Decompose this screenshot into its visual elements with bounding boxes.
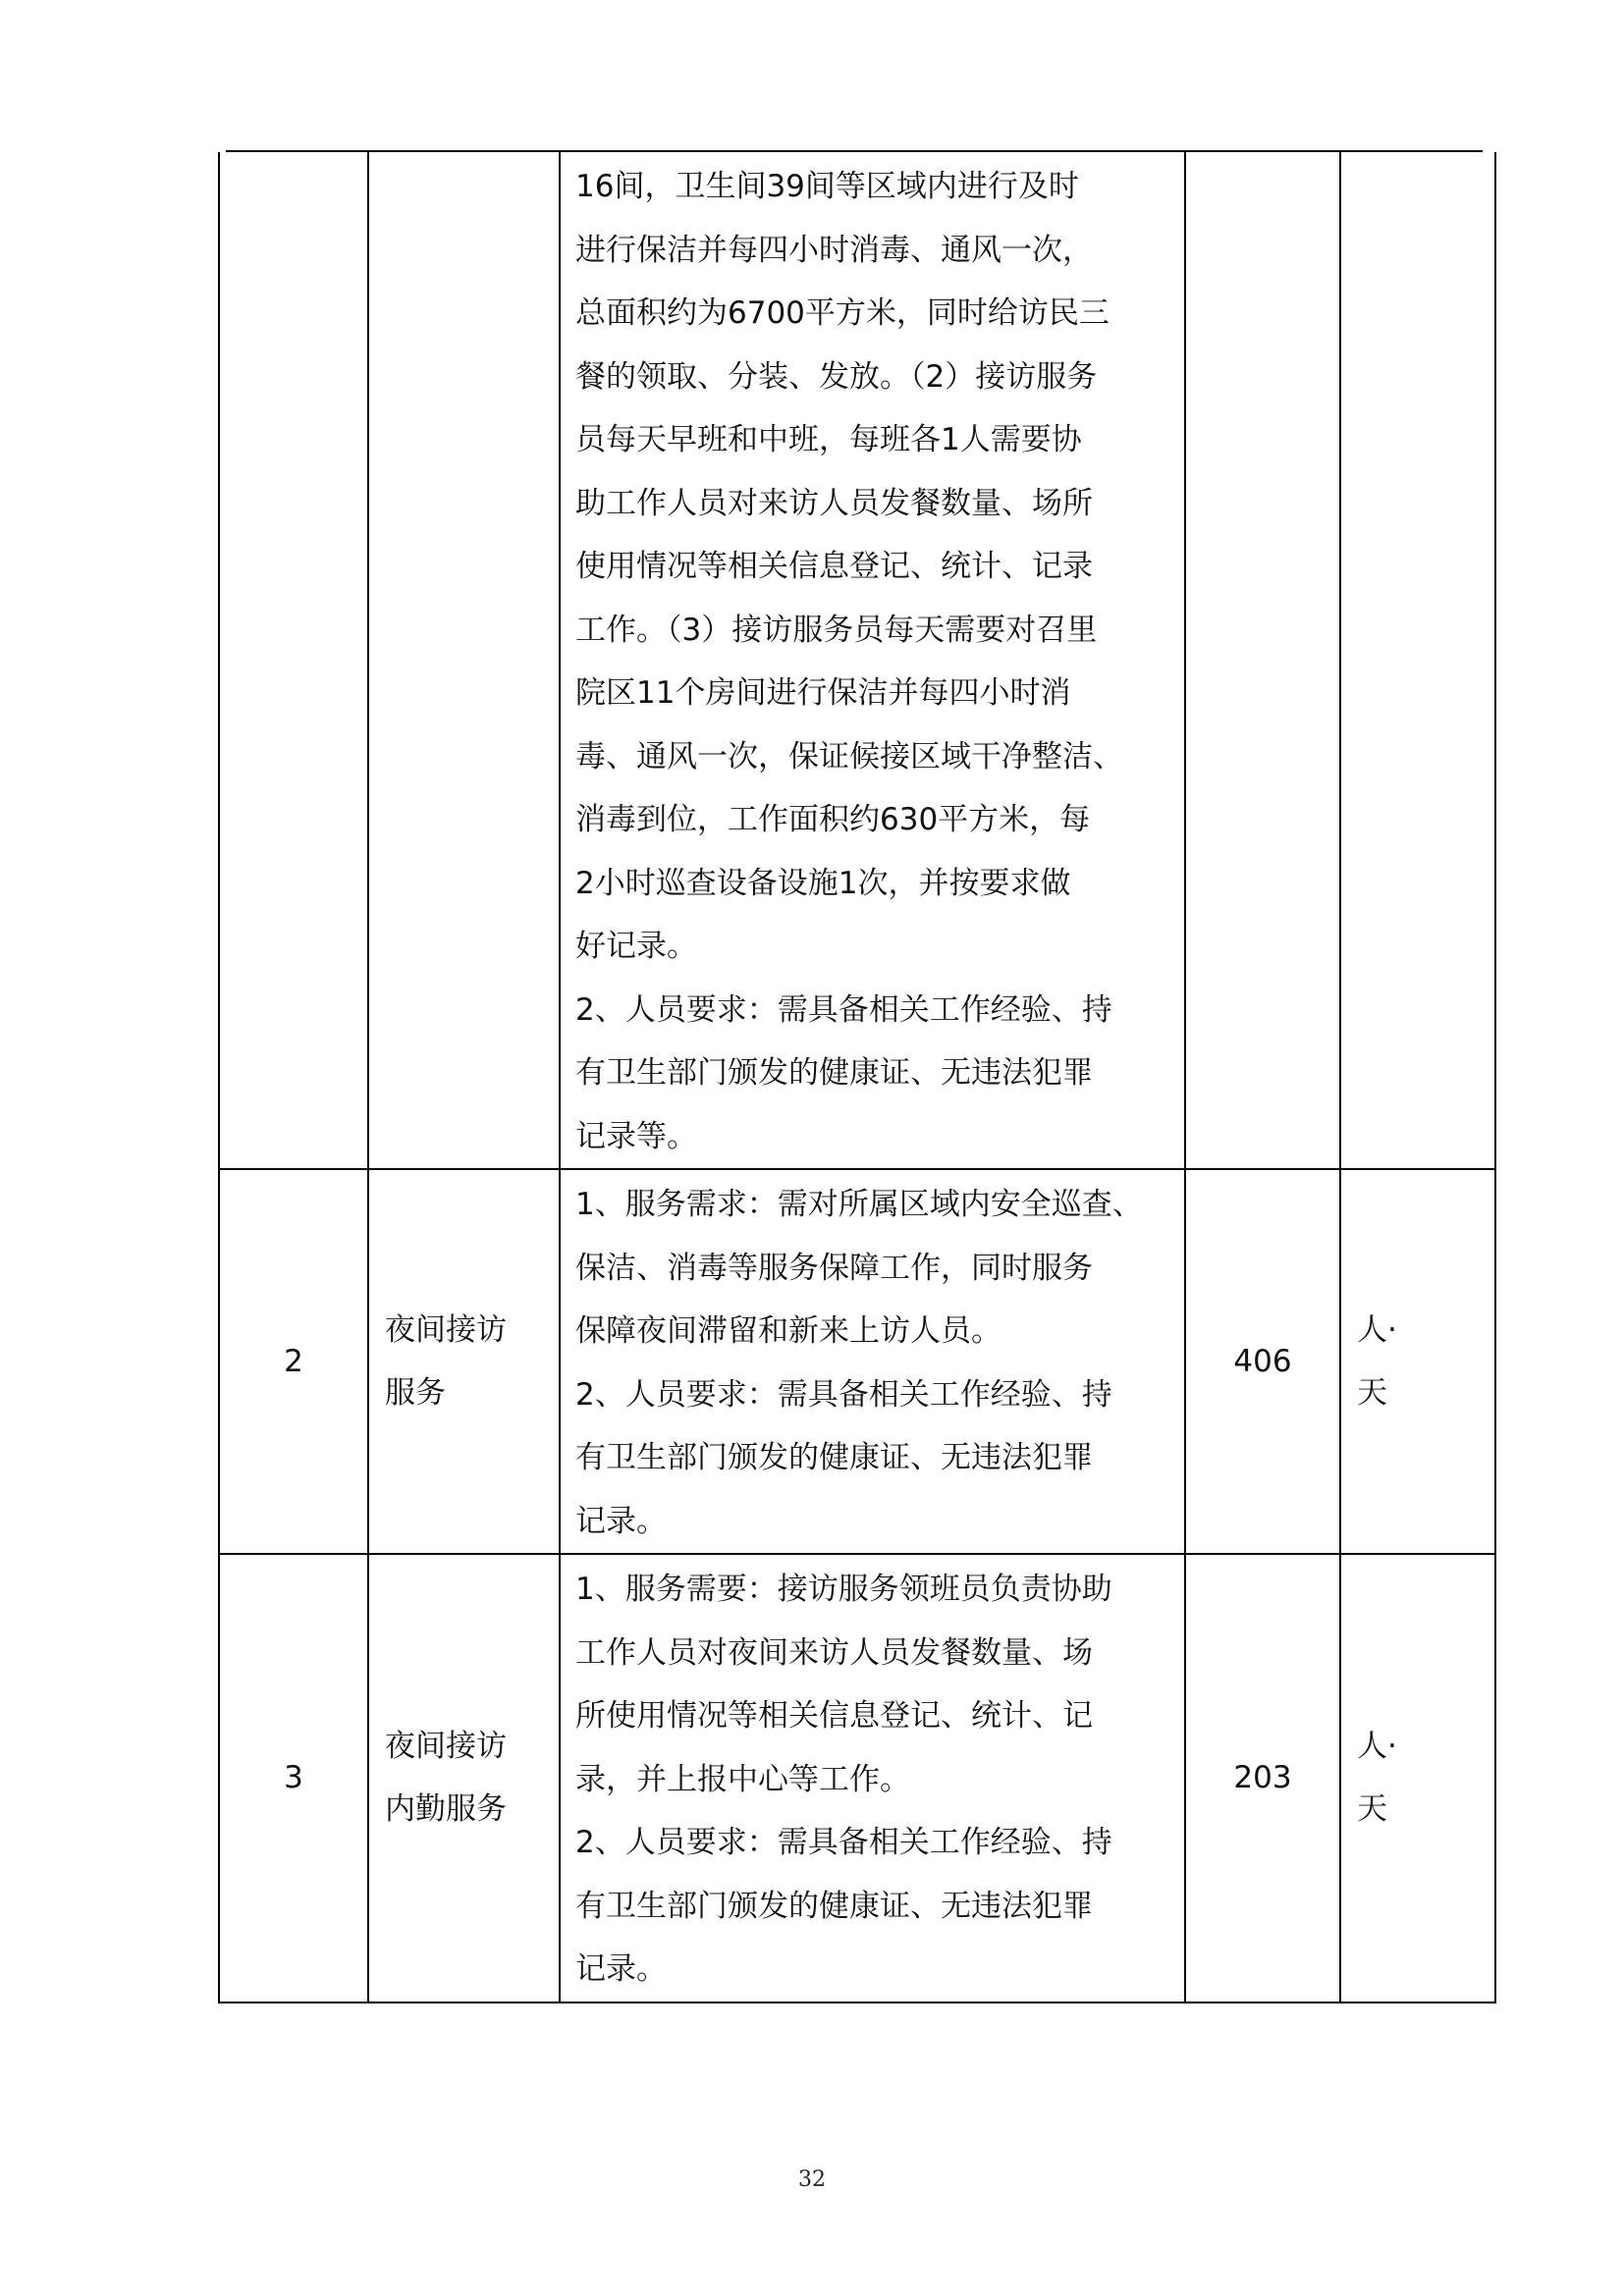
description-line: 2小时巡查设备设施1次，并按要求做 (575, 865, 1071, 901)
description-line: 工作人员对夜间来访人员发餐数量、场 (575, 1634, 1093, 1671)
service-name-line: 内勤服务 (385, 1791, 507, 1828)
service-name-line: 夜间接访 (385, 1311, 507, 1348)
description-line: 进行保洁并每四小时消毒、通风一次， (575, 232, 1093, 268)
description-line: 工作。（3）接访服务员每天需要对召里 (575, 612, 1098, 648)
unit-cell (1340, 1554, 1495, 2002)
quantity-cell (1185, 152, 1340, 1169)
table-row (219, 1554, 1495, 2002)
service-name-cell (368, 1169, 560, 1554)
description-line: 餐的领取、分装、发放。（2）接访服务 (575, 358, 1098, 395)
description-line: 记录等。 (575, 1118, 697, 1154)
description-line: 保障夜间滞留和新来上访人员。 (575, 1313, 1001, 1349)
service-name-line: 夜间接访 (385, 1728, 507, 1764)
description-line: 院区11个房间进行保洁并每四小时消 (575, 675, 1071, 711)
unit-cell (1340, 152, 1495, 1169)
unit-line: 天 (1357, 1791, 1387, 1828)
description-line: 1、服务需求：需对所属区域内安全巡查、 (575, 1187, 1143, 1222)
description-line: 总面积约为6700平方米，同时给访民三 (575, 295, 1110, 331)
description-line: 有卫生部门颁发的健康证、无违法犯罪 (575, 1440, 1093, 1475)
service-name-cell (368, 152, 560, 1169)
table-row (219, 1169, 1495, 1554)
unit-cell (1340, 1169, 1495, 1554)
description-line: 2、人员要求：需具备相关工作经验、持 (575, 991, 1112, 1028)
service-description-cell (560, 1169, 1185, 1554)
description-line: 毒、通风一次，保证候接区域干净整洁、 (575, 738, 1123, 774)
unit-line: 人· (1357, 1728, 1397, 1764)
table-row (219, 152, 1495, 1169)
description-line: 好记录。 (575, 929, 697, 964)
description-line: 16间，卫生间39间等区域内进行及时 (575, 169, 1079, 204)
description-line: 2、人员要求：需具备相关工作经验、持 (575, 1825, 1112, 1860)
description-line: 助工作人员对来访人员发餐数量、场所 (575, 485, 1093, 521)
description-line: 使用情况等相关信息登记、统计、记录 (575, 549, 1093, 584)
service-table (218, 152, 1496, 2003)
description-line: 记录。 (575, 1503, 667, 1539)
description-line: 员每天早班和中班，每班各1人需要协 (575, 422, 1082, 457)
description-line: 消毒到位，工作面积约630平方米，每 (575, 802, 1091, 837)
description-line: 2、人员要求：需具备相关工作经验、持 (575, 1376, 1112, 1413)
description-line: 有卫生部门颁发的健康证、无违法犯罪 (575, 1055, 1093, 1091)
row-number-cell: 2 (219, 1169, 368, 1554)
description-line: 1、服务需要：接访服务领班员负责协助 (575, 1572, 1112, 1607)
row-number-cell: 3 (219, 1554, 368, 2002)
row-number-cell (219, 152, 368, 1169)
description-line: 录，并上报中心等工作。 (575, 1761, 910, 1797)
page-number: 32 (798, 2167, 826, 2192)
service-description-cell (560, 1554, 1185, 2002)
unit-line: 天 (1357, 1375, 1387, 1411)
description-line: 保洁、消毒等服务保障工作，同时服务 (575, 1250, 1093, 1286)
quantity-cell: 203 (1185, 1554, 1340, 2002)
description-line: 所使用情况等相关信息登记、统计、记 (575, 1698, 1093, 1734)
description-line: 有卫生部门颁发的健康证、无违法犯罪 (575, 1888, 1093, 1924)
description-line: 记录。 (575, 1951, 667, 1987)
service-name-line: 服务 (385, 1375, 446, 1411)
quantity-cell: 406 (1185, 1169, 1340, 1554)
service-description-cell (560, 152, 1185, 1169)
unit-line: 人· (1357, 1311, 1397, 1348)
service-name-cell (368, 1554, 560, 2002)
